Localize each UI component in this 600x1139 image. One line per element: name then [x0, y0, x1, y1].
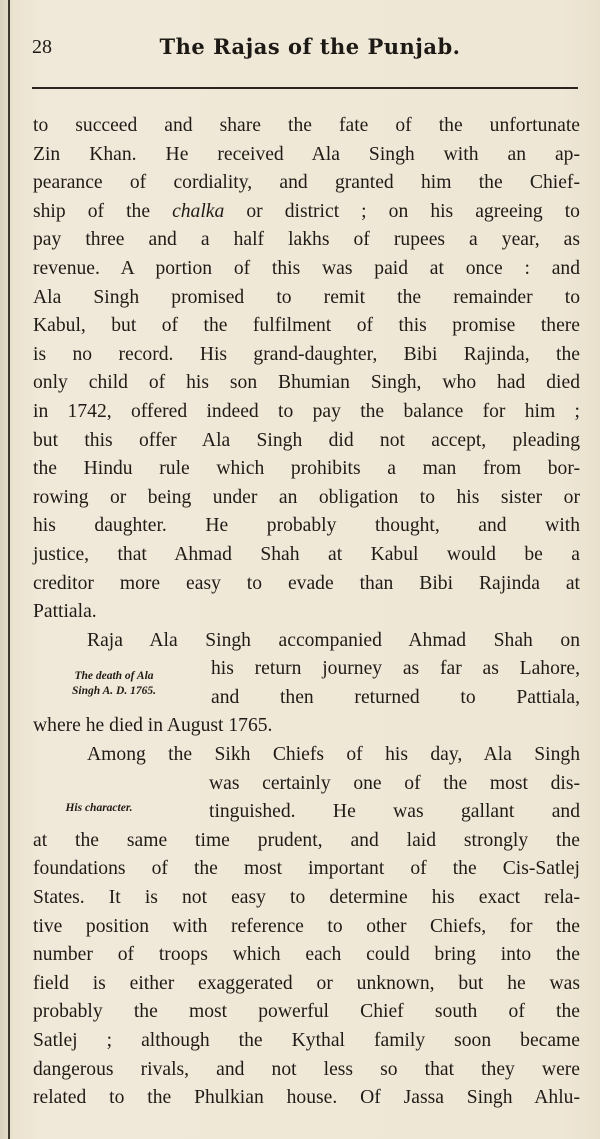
italic-term: chalka [172, 200, 225, 222]
margin-note-line: The death of Ala [74, 670, 154, 682]
body-text [33, 112, 580, 1113]
text-line: justice, that Ahmad Shah at Kabul would be a [33, 543, 580, 565]
text-line: where he died in August 1765. [33, 715, 273, 737]
page-header [32, 36, 577, 76]
text-line: in 1742, offered indeed to pay the balance for him ; [33, 400, 580, 422]
text-line: at the same time prudent, and laid strongly the [33, 829, 580, 851]
margin-note-character [34, 801, 164, 816]
text-line: Zin Khan. He received Ala Singh with an ap- [33, 143, 580, 165]
text-line: pay three and a half lakhs of rupees a year, as [33, 229, 580, 251]
text-line: tive position with reference to other Chiefs, for the [33, 915, 580, 937]
text-line: Raja Ala Singh accompanied Ahmad Shah on [87, 629, 580, 651]
page-spine-rule [8, 0, 10, 1139]
text-line: Among the Sikh Chiefs of his day, Ala Singh [87, 744, 580, 766]
text-fragment: ship of the [33, 200, 151, 222]
page-number: 28 [32, 36, 52, 58]
text-line [33, 198, 580, 227]
text-fragment: district ; on his agreeing to [284, 200, 580, 222]
text-line: related to the Phulkian house. Of Jassa Singh Ahlu- [33, 1087, 580, 1109]
text-line: Kabul, but of the fulfilment of this promise there [33, 315, 580, 337]
text-line: Ala Singh promised to remit the remainder to [33, 286, 580, 308]
text-line: creditor more easy to evade than Bibi Rajinda at [33, 572, 580, 594]
text-line: was certainly one of the most dis- [209, 772, 580, 794]
margin-note-line: Singh A. D. 1765. [72, 685, 156, 697]
text-line: and then returned to Pattiala, [211, 686, 580, 708]
text-line: probably the most powerful Chief south of the [33, 1001, 580, 1023]
text-line: but this offer Ala Singh did not accept, pleading [33, 429, 580, 451]
text-line: dangerous rivals, and not less so that they were [33, 1058, 580, 1080]
text-line: the Hindu rule which prohibits a man from bor- [33, 458, 580, 480]
text-line: field is either exaggerated or unknown, but he was [33, 972, 580, 994]
text-line: pearance of cordiality, and granted him the Chief- [33, 172, 580, 194]
text-line: revenue. A portion of this was paid at once : and [33, 257, 580, 279]
text-fragment: or [246, 200, 263, 222]
text-line: Satlej ; although the Kythal family soon became [33, 1030, 580, 1051]
text-line: only child of his son Bhumian Singh, who had died [33, 372, 580, 394]
running-title: The Rajas of the Punjab. [159, 34, 461, 59]
text-line: foundations of the most important of the Cis-Satlej [33, 858, 580, 880]
header-rule [32, 87, 578, 89]
text-line: tinguished. He was gallant and [209, 801, 580, 823]
margin-note-line: His character. [65, 802, 133, 814]
text-line: rowing or being under an obligation to his sister or [33, 486, 580, 508]
text-line: Pattiala. [33, 601, 97, 623]
text-line: his return journey as far as Lahore, [211, 658, 580, 680]
text-line: his daughter. He probably thought, and with [33, 515, 580, 537]
text-line: to succeed and share the fate of the unfortunate [33, 115, 580, 136]
text-line: is no record. His grand-daughter, Bibi Rajinda, the [33, 343, 580, 365]
text-line: States. It is not easy to determine his exact rela- [33, 887, 580, 909]
margin-note-death [34, 669, 194, 699]
text-line: number of troops which each could bring into the [33, 944, 580, 966]
